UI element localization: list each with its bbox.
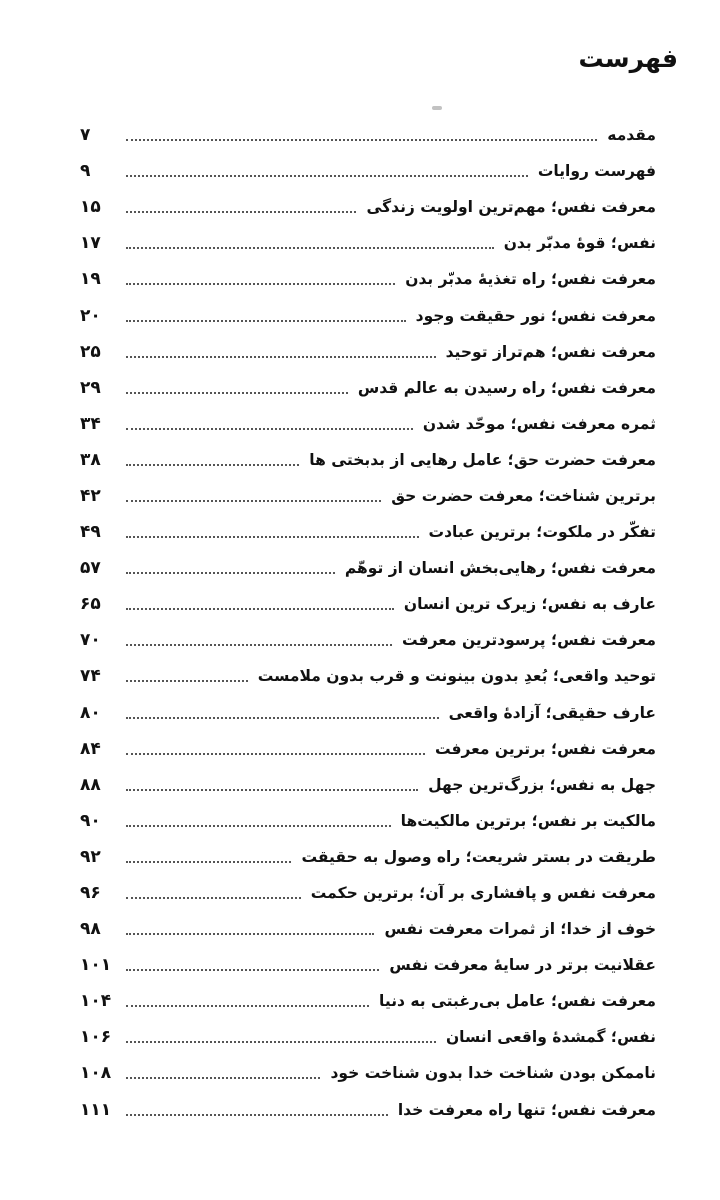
- toc-entry-page: ۷۴: [80, 666, 101, 687]
- dot-leader: [126, 1005, 369, 1007]
- toc-entry-title: معرفت نفس؛ راه تغذیهٔ مدبّر بدن: [405, 270, 656, 289]
- toc-entry[interactable]: [80, 370, 656, 406]
- toc-entry-page: ۶۵: [80, 594, 101, 615]
- toc-entry-title: معرفت نفس؛ راه رسیدن به عالم قدس: [357, 378, 656, 397]
- toc-entry-page: ۱۰۴: [80, 991, 112, 1012]
- page-title: فهرست: [578, 44, 678, 73]
- toc-entry-page: ۸۰: [80, 702, 101, 723]
- dot-leader: [126, 500, 381, 502]
- toc-entry-title: معرفت نفس؛ عامل بی‌رغبتی به دنیا: [379, 992, 656, 1011]
- toc-entry-page: ۹۶: [80, 883, 101, 904]
- toc-entry[interactable]: [80, 911, 656, 947]
- toc-entry[interactable]: [80, 1092, 656, 1128]
- toc-entry-title: توحید واقعی؛ بُعدِ بدون بینونت و قرب بدون ملامست: [257, 667, 656, 686]
- toc-entry-page: ۲۹: [80, 377, 101, 398]
- dot-leader: [126, 933, 374, 935]
- toc-entry-page: ۸۸: [80, 774, 101, 795]
- dot-leader: [126, 356, 436, 358]
- toc-entry[interactable]: [80, 478, 656, 514]
- toc-entry-page: ۱۰۸: [80, 1063, 112, 1084]
- toc-entry-title: جهل به نفس؛ بزرگ‌ترین جهل: [428, 775, 656, 794]
- dot-leader: [126, 392, 348, 394]
- toc-entry[interactable]: [80, 406, 656, 442]
- toc-entry[interactable]: [80, 731, 656, 767]
- toc-entry[interactable]: [80, 1019, 656, 1055]
- toc-entry-page: ۱۰۶: [80, 1027, 112, 1048]
- dot-leader: [126, 211, 356, 213]
- toc-entry-page: ۸۴: [80, 738, 101, 759]
- toc-entry-page: ۲۵: [80, 341, 101, 362]
- dot-leader: [126, 753, 425, 755]
- toc-entry-page: ۲۰: [80, 305, 101, 326]
- toc-entry-title: ثمره معرفت نفس؛ موحّد شدن: [422, 414, 656, 433]
- toc-entry-title: معرفت نفس؛ مهم‌ترین اولویت زندگی: [366, 198, 656, 217]
- toc-entry[interactable]: [80, 767, 656, 803]
- toc-entry-title: معرفت حضرت حق؛ عامل رهایی از بدبختی ها: [309, 450, 656, 469]
- toc-entry[interactable]: [80, 947, 656, 983]
- toc-entry-title: طریقت در بستر شریعت؛ راه وصول به حقیقت: [301, 847, 656, 866]
- toc-entry-title: مقدمه: [607, 126, 656, 145]
- toc-entry-page: ۳۴: [80, 413, 101, 434]
- dot-leader: [126, 644, 392, 646]
- toc-entry[interactable]: [80, 297, 656, 333]
- toc-entry-page: ۵۷: [80, 558, 101, 579]
- toc-entry-page: ۳۸: [80, 449, 101, 470]
- toc-entry-page: ۱۷: [80, 233, 101, 254]
- toc-entry-page: ۴۹: [80, 522, 101, 543]
- dot-leader: [126, 1114, 388, 1116]
- dot-leader: [126, 608, 394, 610]
- toc-entry[interactable]: [80, 117, 656, 153]
- toc-entry-title: ناممکن بودن شناخت خدا بدون شناخت خود: [330, 1064, 656, 1083]
- toc-entry[interactable]: [80, 586, 656, 622]
- toc-entry[interactable]: [80, 1055, 656, 1091]
- toc-entry[interactable]: [80, 622, 656, 658]
- dot-leader: [126, 789, 418, 791]
- toc-entry-page: ۹۲: [80, 846, 101, 867]
- toc-entry-title: معرفت نفس؛ نور حقیقت وجود: [415, 306, 656, 325]
- dot-leader: [126, 680, 248, 682]
- dot-leader: [126, 861, 291, 863]
- toc-entry-title: معرفت نفس و پافشاری بر آن؛ برترین حکمت: [310, 884, 656, 903]
- dot-leader: [126, 428, 413, 430]
- toc-entry-title: معرفت نفس؛ تنها راه معرفت خدا: [397, 1100, 656, 1119]
- dot-leader: [126, 320, 406, 322]
- toc-entry-page: ۹: [80, 161, 91, 182]
- dot-leader: [126, 247, 494, 249]
- toc-entry[interactable]: [80, 153, 656, 189]
- dot-leader: [126, 283, 395, 285]
- toc-entry-page: ۹۰: [80, 810, 101, 831]
- toc-entry-title: نفس؛ قوهٔ مدبّر بدن: [503, 234, 656, 253]
- toc-entry-title: مالکیت بر نفس؛ برترین مالکیت‌ها: [400, 811, 656, 830]
- dot-leader: [126, 1041, 436, 1043]
- dot-leader: [126, 175, 528, 177]
- toc-entry-title: فهرست روایات: [537, 162, 656, 181]
- dot-leader: [126, 464, 299, 466]
- toc-entry-title: تفکّر در ملکوت؛ برترین عبادت: [428, 523, 656, 542]
- toc-entry-title: عارف به نفس؛ زیرک ترین انسان: [403, 595, 656, 614]
- toc-entry-title: عقلانیت برتر در سایهٔ معرفت نفس: [389, 956, 656, 975]
- toc-entry-title: عارف حقیقی؛ آزادهٔ واقعی: [448, 703, 656, 722]
- dot-leader: [126, 536, 419, 538]
- toc-entry[interactable]: [80, 550, 656, 586]
- toc-entry-page: ۱۰۱: [80, 955, 112, 976]
- scan-speck: [432, 106, 442, 110]
- toc-entry[interactable]: [80, 442, 656, 478]
- toc-entry-title: معرفت نفس؛ رهایی‌بخش انسان از توهّم: [344, 559, 656, 578]
- toc-entry[interactable]: [80, 983, 656, 1019]
- toc-entry[interactable]: [80, 658, 656, 694]
- toc-entry-title: خوف از خدا؛ از ثمرات معرفت نفس: [384, 920, 656, 939]
- toc-entry[interactable]: [80, 839, 656, 875]
- toc-entry[interactable]: [80, 803, 656, 839]
- toc-entry-page: ۷۰: [80, 630, 101, 651]
- toc-entry[interactable]: [80, 225, 656, 261]
- toc-entry[interactable]: [80, 261, 656, 297]
- toc-entry-page: ۹۸: [80, 919, 101, 940]
- dot-leader: [126, 969, 379, 971]
- toc-entry[interactable]: [80, 189, 656, 225]
- dot-leader: [126, 139, 597, 141]
- toc-entry-page: ۱۱۱: [80, 1099, 112, 1120]
- toc-entry-page: ۴۲: [80, 485, 101, 506]
- dot-leader: [126, 825, 391, 827]
- toc-entry-title: معرفت نفس؛ برترین معرفت: [434, 739, 656, 758]
- table-of-contents: [80, 117, 656, 1128]
- toc-entry-title: برترین شناخت؛ معرفت حضرت حق: [391, 486, 656, 505]
- toc-entry[interactable]: [80, 514, 656, 550]
- dot-leader: [126, 572, 335, 574]
- toc-entry-page: ۷: [80, 125, 91, 146]
- toc-entry-title: معرفت نفس؛ پرسودترین معرفت: [402, 631, 656, 650]
- dot-leader: [126, 717, 439, 719]
- toc-entry-title: معرفت نفس؛ هم‌تراز توحید: [445, 342, 656, 361]
- dot-leader: [126, 1077, 320, 1079]
- toc-entry[interactable]: [80, 695, 656, 731]
- toc-entry[interactable]: [80, 875, 656, 911]
- toc-entry-page: ۱۹: [80, 269, 101, 290]
- dot-leader: [126, 897, 301, 899]
- toc-entry[interactable]: [80, 334, 656, 370]
- toc-entry-title: نفس؛ گمشدهٔ واقعی انسان: [445, 1028, 656, 1047]
- toc-entry-page: ۱۵: [80, 197, 101, 218]
